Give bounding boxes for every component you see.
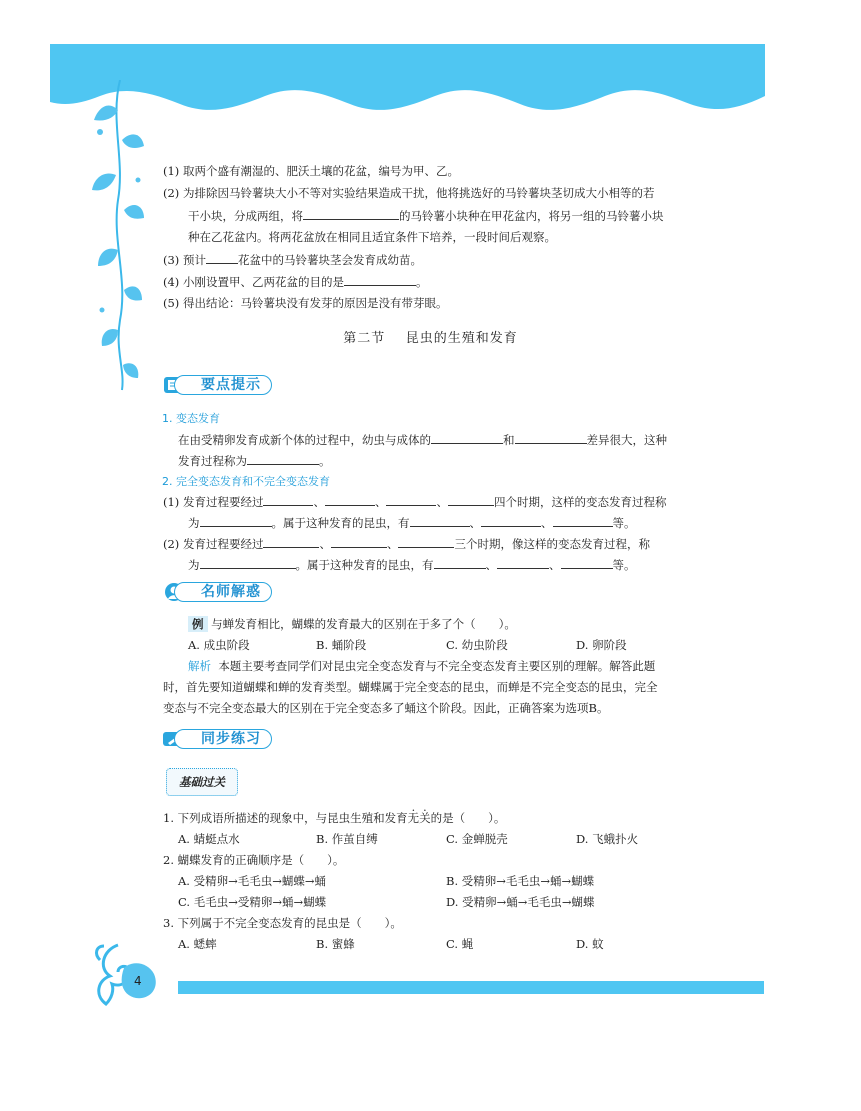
answer-blank[interactable] xyxy=(497,556,549,569)
text: (3) 预计 xyxy=(163,253,206,267)
answer-blank[interactable] xyxy=(448,493,494,506)
answer-blank[interactable] xyxy=(515,431,587,444)
experiment-step-2-line2 xyxy=(188,207,664,224)
text: 。 xyxy=(415,275,428,289)
q3-option-a: A. 蟋蟀 xyxy=(178,937,217,951)
text: 、 xyxy=(386,537,399,551)
kp-q1-line-2 xyxy=(188,514,636,531)
text: 、 xyxy=(319,537,331,551)
answer-blank[interactable] xyxy=(325,493,375,506)
text: 1. 下列成语所描述的现象中，与昆虫生殖和发育 xyxy=(163,811,408,825)
text: 、 xyxy=(436,495,448,509)
heading-complete-incomplete: 2. 完全变态发育和不完全变态发育 xyxy=(162,475,330,488)
experiment-step-2: (2) 为排除因马铃薯块大小不等对实验结果造成干扰，他将挑选好的马铃薯块茎切成大小相等的若 xyxy=(163,186,655,200)
q3-option-b: B. 蜜蜂 xyxy=(316,937,355,951)
practice-q3: 3. 下列属于不完全变态发育的昆虫是（ ）。 xyxy=(163,916,402,930)
answer-blank[interactable] xyxy=(553,514,613,527)
answer-blank[interactable] xyxy=(206,251,238,264)
text: 。属于这种发育的昆虫，有 xyxy=(295,558,434,572)
text: 的是（ ）。 xyxy=(430,811,506,825)
kp-line-1 xyxy=(178,431,667,448)
text: 花盆中的马铃薯块茎会发育成幼苗。 xyxy=(237,253,422,267)
text: 为 xyxy=(188,558,200,572)
level-label-box xyxy=(166,768,238,796)
footer-bar xyxy=(178,981,764,994)
q3-option-d: D. 蚊 xyxy=(576,937,604,951)
analysis-line-2: 时，首先要知道蝴蝶和蝉的发育类型。蝴蝶属于完全变态的昆虫，而蝉是不完全变态的昆虫，完全 xyxy=(163,680,658,694)
badge-label: 名师解惑 xyxy=(174,582,272,602)
example-option-a: A. 成虫阶段 xyxy=(188,638,250,652)
text: (2) 发育过程要经过 xyxy=(163,537,264,551)
q2-option-d: D. 受精卵→蛹→毛毛虫→蝴蝶 xyxy=(446,895,595,909)
q2-option-c: C. 毛毛虫→受精卵→蛹→蝴蝶 xyxy=(178,895,327,909)
experiment-step-2-line3: 种在乙花盆内。将两花盆放在相同且适宜条件下培养，一段时间后观察。 xyxy=(188,230,556,244)
experiment-step-3 xyxy=(163,251,422,268)
text: 三个时期，像这样的变态发育过程，称 xyxy=(454,537,650,551)
text: 、 xyxy=(485,558,497,572)
answer-blank[interactable] xyxy=(410,514,470,527)
answer-blank[interactable] xyxy=(263,535,319,548)
text: 、 xyxy=(469,516,481,530)
analysis-tag: 解析 xyxy=(188,659,211,673)
example-question xyxy=(188,616,516,632)
answer-blank[interactable] xyxy=(398,535,454,548)
text: 为 xyxy=(188,516,200,530)
text: (1) 发育过程要经过 xyxy=(163,495,264,509)
text: 、 xyxy=(541,516,553,530)
practice-q1 xyxy=(163,810,505,826)
example-option-b: B. 蛹阶段 xyxy=(316,638,367,652)
answer-blank[interactable] xyxy=(200,514,272,527)
text: 四个时期，这样的变态发育过程称 xyxy=(493,495,667,509)
example-option-c: C. 幼虫阶段 xyxy=(446,638,508,652)
q1-option-a: A. 蜻蜓点水 xyxy=(178,832,240,846)
footer-swirl-decoration xyxy=(88,940,168,1010)
practice-q2: 2. 蝴蝶发育的正确顺序是（ ）。 xyxy=(163,853,345,867)
q1-option-d: D. 飞蛾扑火 xyxy=(576,832,639,846)
text: 在由受精卵发育成新个体的过程中，幼虫与成体的 xyxy=(178,433,431,447)
q1-option-c: C. 金蝉脱壳 xyxy=(446,832,508,846)
text: 。属于这种发育的昆虫，有 xyxy=(271,516,410,530)
heading-metamorphosis: 1. 变态发育 xyxy=(162,412,220,425)
text: 发育过程称为 xyxy=(178,454,247,468)
answer-blank[interactable] xyxy=(344,273,416,286)
text: 等。 xyxy=(612,516,636,530)
q3-option-c: C. 蝇 xyxy=(446,937,474,951)
level-label: 基础过关 xyxy=(179,775,225,789)
answer-blank[interactable] xyxy=(247,452,319,465)
answer-blank[interactable] xyxy=(561,556,613,569)
answer-blank[interactable] xyxy=(431,431,503,444)
kp-line-2 xyxy=(178,452,331,469)
text: 、 xyxy=(374,495,387,509)
experiment-step-4 xyxy=(163,273,427,290)
text: 、 xyxy=(549,558,561,572)
example-option-d: D. 卵阶段 xyxy=(576,638,627,652)
vine-decoration xyxy=(80,80,150,400)
analysis-line-3: 变态与不完全变态最大的区别在于完全变态多了蛹这个阶段。因此，正确答案为选项B。 xyxy=(163,701,609,715)
experiment-step-5: (5) 得出结论：马铃薯块没有发芽的原因是没有带芽眼。 xyxy=(163,296,448,310)
text: 差异很大，这种 xyxy=(586,433,667,447)
text: 本题主要考查同学们对昆虫完全变态发育与不完全变态发育主要区别的理解。解答此题 xyxy=(218,659,656,673)
badge-label: 要点提示 xyxy=(174,375,272,395)
answer-blank[interactable] xyxy=(481,514,541,527)
answer-blank[interactable] xyxy=(200,556,296,569)
kp-q1-line-1 xyxy=(163,493,666,510)
text: 。 xyxy=(319,454,331,468)
emphasis-char: 无 xyxy=(407,811,420,825)
answer-blank[interactable] xyxy=(331,535,387,548)
emphasis-char: 关 xyxy=(419,811,431,825)
answer-blank[interactable] xyxy=(303,207,399,220)
analysis-line-1 xyxy=(188,658,655,674)
page-number: 4 xyxy=(134,974,142,988)
answer-blank[interactable] xyxy=(386,493,436,506)
text: 、 xyxy=(313,495,325,509)
badge-label: 同步练习 xyxy=(174,729,272,749)
kp-q2-line-2 xyxy=(188,556,636,573)
header-wave-band xyxy=(50,44,765,134)
q2-option-b: B. 受精卵→毛毛虫→蛹→蝴蝶 xyxy=(446,874,595,888)
example-tag: 例 xyxy=(188,616,208,632)
experiment-step-1: (1) 取两个盛有潮湿的、肥沃土壤的花盆，编号为甲、乙。 xyxy=(163,164,459,178)
text: 等。 xyxy=(612,558,636,572)
text: (4) 小刚设置甲、乙两花盆的目的是 xyxy=(163,275,344,289)
answer-blank[interactable] xyxy=(263,493,313,506)
text: 和 xyxy=(503,433,515,447)
text: 干小块，分成两组，将 xyxy=(188,209,303,223)
text: 与蝉发育相比，蝴蝶的发育最大的区别在于多了个（ ）。 xyxy=(211,617,516,631)
kp-q2-line-1 xyxy=(163,535,650,552)
q2-option-a: A. 受精卵→毛毛虫→蝴蝶→蛹 xyxy=(178,874,327,888)
q1-option-b: B. 作茧自缚 xyxy=(316,832,378,846)
text: 的马铃薯小块种在甲花盆内，将另一组的马铃薯小块 xyxy=(399,209,664,223)
section-title: 第二节 昆虫的生殖和发育 xyxy=(343,331,518,346)
answer-blank[interactable] xyxy=(434,556,486,569)
